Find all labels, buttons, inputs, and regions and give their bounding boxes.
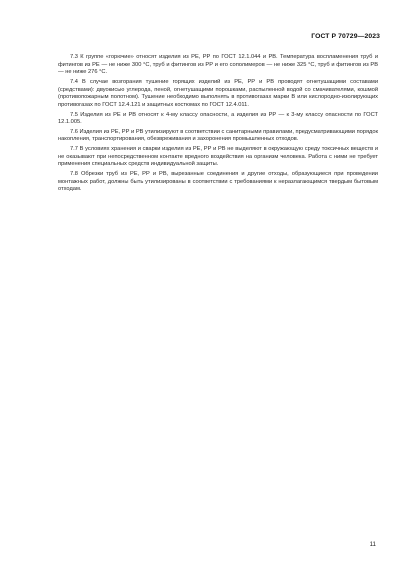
- paragraph-7-4: 7.4 В случае возгорания тушение горящих изделий из РЕ, РР и РВ проводят огнетушащими составами (средствами): двуокисью углерода, пеной, огнетушащими порошками, распыленной водой со смачивателями, кошмой (противопожарным полотном). Тушение необходимо выполнять в противогазах марки В или кислородно-изолирующих противогазах по ГОСТ 12.4.121 и защитных костюмах по ГОСТ 12.4.011.: [58, 78, 378, 109]
- paragraph-7-8: 7.8 Обрезки труб из РЕ, РР и РВ, вырезанные соединения и другие отходы, образующиеся при проведении монтажных работ, должны быть утилизированы в соответствии с требованиями к неразлагающимся твердым бытовым отходам.: [58, 170, 378, 193]
- standard-designation: ГОСТ Р 70729—2023: [311, 33, 380, 40]
- document-body: [58, 54, 378, 196]
- paragraph-7-5: 7.5 Изделия из РЕ и РВ относят к 4-му классу опасности, а изделия из РР — к 3-му классу опасности по ГОСТ 12.1.005.: [58, 111, 378, 126]
- paragraph-7-7: 7.7 В условиях хранения и сварки изделия из РЕ, РР и РВ не выделяют в окружающую среду токсичных веществ и не оказывают при непосредственном контакте вредного воздействия на организм человека. Работа с ними не требует применения специальных средств индивидуальной защиты.: [58, 145, 378, 168]
- page-number: 11: [369, 541, 376, 548]
- paragraph-7-6: 7.6 Изделия из РЕ, РР и РВ утилизируют в соответствии с санитарными правилами, предусматривающими порядок накопления, транспортирования, обезвреживания и захоронения промышленных отходов.: [58, 128, 378, 143]
- paragraph-7-3: 7.3 К группе «горючие» относят изделия из РЕ, РР по ГОСТ 12.1.044 и РВ. Температура воспламенения труб и фитингов из РЕ — не ниже 300 °С, труб и фитингов из РР и его сополимеров — не ниже 325 °С, труб и фитингов из РВ — не ниже 276 °С.: [58, 54, 378, 76]
